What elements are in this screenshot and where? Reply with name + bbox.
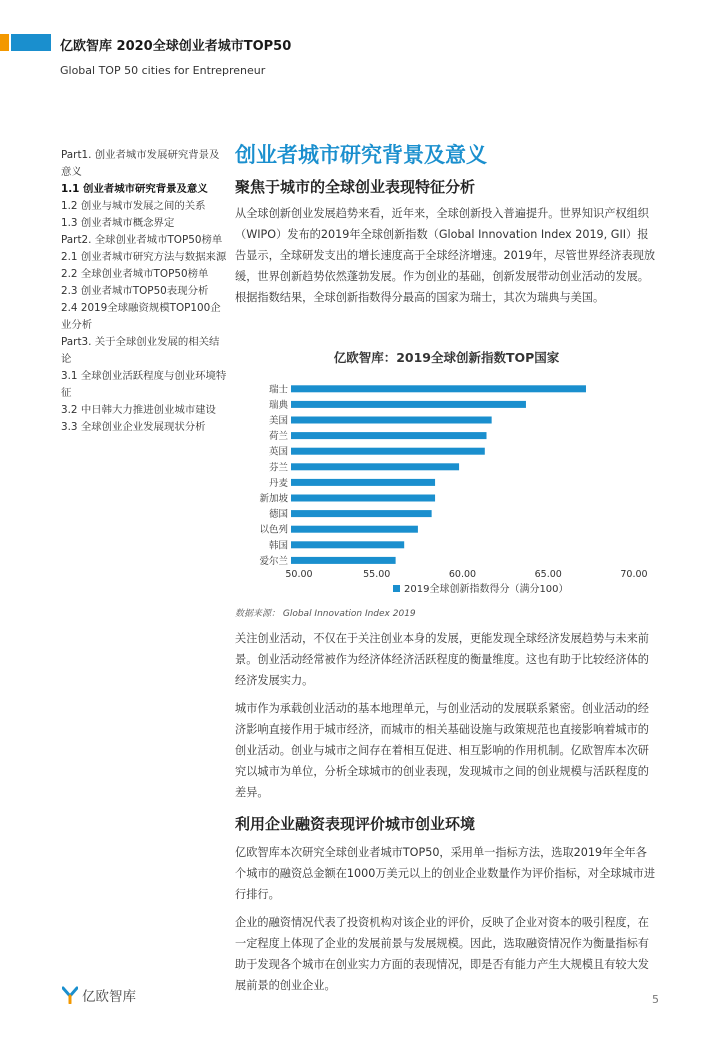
toc-item[interactable]: Part2. 全球创业者城市TOP50榜单 bbox=[61, 234, 223, 246]
category-label: 以色列 bbox=[259, 524, 288, 536]
category-label: 英国 bbox=[268, 446, 288, 458]
legend-swatch bbox=[393, 585, 400, 592]
toc-item[interactable]: 1.3 创业者城市概念界定 bbox=[61, 217, 175, 229]
paragraph-1: 从全球创新创业发展趋势来看，近年来，全球创新投入普遍提升。世界知识产权组织（WIPO）发布的2019年全球创新指数（Global Innovation Index 2019, GII）报告显示，全球研发支出的增长速度高于全球经济增速。2019年，尽管世界经济表现放缓，世界创新趋势依然蓬勃发展。作为创业的基础，创新发展带动创业活动的发展。根据指数结果，全球创新指数得分最高的国家为瑞士，其次为瑞典与美国。 bbox=[235, 207, 656, 304]
table-of-contents bbox=[61, 147, 227, 436]
subsection-title-2: 利用企业融资表现评价城市创业环境 bbox=[235, 815, 476, 833]
bar bbox=[291, 385, 586, 392]
toc-item-active[interactable]: 1.1 创业者城市研究背景及意义 bbox=[61, 183, 208, 195]
bar bbox=[291, 463, 459, 470]
category-label: 荷兰 bbox=[268, 431, 288, 443]
header-accent-blue bbox=[11, 34, 51, 51]
toc-item[interactable]: 1.2 创业与城市发展之间的关系 bbox=[61, 200, 206, 212]
toc-item[interactable]: 2.2 全球创业者城市TOP50榜单 bbox=[61, 268, 209, 280]
category-label: 德国 bbox=[268, 509, 288, 521]
report-title: 亿欧智库 2020全球创业者城市TOP50 bbox=[60, 39, 292, 54]
toc-item[interactable]: 3.3 全球创业企业发展现状分析 bbox=[61, 421, 206, 433]
bar bbox=[291, 510, 432, 517]
x-tick-label: 65.00 bbox=[534, 569, 562, 580]
toc-item[interactable]: Part1. 创业者城市发展研究背景及意义 bbox=[61, 149, 220, 178]
category-label: 瑞典 bbox=[268, 399, 288, 411]
data-source: 数据来源： Global Innovation Index 2019 bbox=[235, 609, 416, 619]
paragraph-5: 企业的融资情况代表了投资机构对该企业的评价，反映了企业对资本的吸引程度，在一定程度上体现了企业的发展前景与发展规模。因此，选取融资情况作为衡量指标有助于发现各个城市在创业实力方面的表现情况，即是否有能力产生大规模且有较大发展前景的创业企业。 bbox=[235, 916, 649, 992]
toc-item[interactable]: 2.3 创业者城市TOP50表现分析 bbox=[61, 285, 209, 297]
x-tick-label: 60.00 bbox=[448, 569, 477, 580]
category-label: 丹麦 bbox=[268, 477, 288, 489]
x-tick-label: 55.00 bbox=[363, 569, 391, 580]
paragraph-2: 关注创业活动，不仅在于关注创业本身的发展，更能发现全球经济发展趋势与未来前景。创业活动经常被作为经济体经济活跃程度的衡量维度。这也有助于比较经济体的经济发展实力。 bbox=[235, 632, 649, 687]
category-label: 爱尔兰 bbox=[259, 555, 288, 567]
header-accent-orange bbox=[0, 34, 9, 51]
bar bbox=[291, 557, 396, 564]
bar bbox=[291, 401, 526, 408]
x-tick-label: 70.00 bbox=[620, 569, 648, 580]
toc-item[interactable]: 2.4 2019全球融资规模TOP100企业分析 bbox=[61, 302, 221, 331]
footer-logo bbox=[62, 985, 136, 1005]
logo-text: 亿欧智库 bbox=[82, 989, 136, 1005]
category-label: 新加坡 bbox=[259, 493, 288, 505]
bar bbox=[291, 526, 418, 533]
category-label: 韩国 bbox=[268, 540, 288, 552]
chart-title: 亿欧智库：2019全球创新指数TOP国家 bbox=[333, 350, 560, 365]
chart-canvas bbox=[235, 344, 658, 604]
bar bbox=[291, 541, 404, 548]
bar bbox=[291, 448, 485, 455]
bar bbox=[291, 495, 435, 502]
paragraph-4: 亿欧智库本次研究全球创业者城市TOP50，采用单一指标方法，选取2019年全年各个城市的融资总金额在1000万美元以上的创业企业数量作为评价指标，对全球城市进行排行。 bbox=[235, 846, 656, 901]
report-subtitle: Global TOP 50 cities for Entrepreneur bbox=[60, 64, 266, 77]
x-tick-label: 50.00 bbox=[285, 569, 313, 580]
main-content-continued bbox=[235, 628, 658, 996]
main-content bbox=[235, 140, 658, 308]
paragraph-3: 城市作为承载创业活动的基本地理单元，与创业活动的发展联系紧密。创业活动的经济影响直接作用于城市经济，而城市的相关基础设施与政策规范也直接影响着城市的创业活动。创业与城市之间存在着相互促进、相互影响的作用机制。亿欧智库本次研究以城市为单位，分析全球城市的创业表现，发现城市之间的创业规模与活跃程度的差异。 bbox=[235, 702, 649, 799]
bar bbox=[291, 432, 487, 439]
toc-item[interactable]: 3.2 中日韩大力推进创业城市建设 bbox=[61, 404, 216, 416]
category-label: 美国 bbox=[268, 415, 288, 427]
bar bbox=[291, 417, 492, 424]
toc-item[interactable]: Part3. 关于全球创业发展的相关结论 bbox=[61, 336, 220, 365]
section-title: 创业者城市研究背景及意义 bbox=[235, 143, 487, 167]
logo-y-icon bbox=[62, 986, 78, 1004]
bar bbox=[291, 479, 435, 486]
legend-label: 2019全球创新指数得分（满分100） bbox=[404, 584, 569, 595]
category-label: 瑞士 bbox=[268, 384, 288, 396]
toc-item[interactable]: 2.1 创业者城市研究方法与数据来源 bbox=[61, 251, 227, 263]
subsection-title-1: 聚焦于城市的全球创业表现特征分析 bbox=[235, 178, 476, 196]
page-number: 5 bbox=[652, 993, 659, 1006]
category-label: 芬兰 bbox=[268, 462, 288, 474]
innovation-index-chart bbox=[235, 344, 658, 604]
toc-item[interactable]: 3.1 全球创业活跃程度与创业环境特征 bbox=[61, 370, 227, 399]
